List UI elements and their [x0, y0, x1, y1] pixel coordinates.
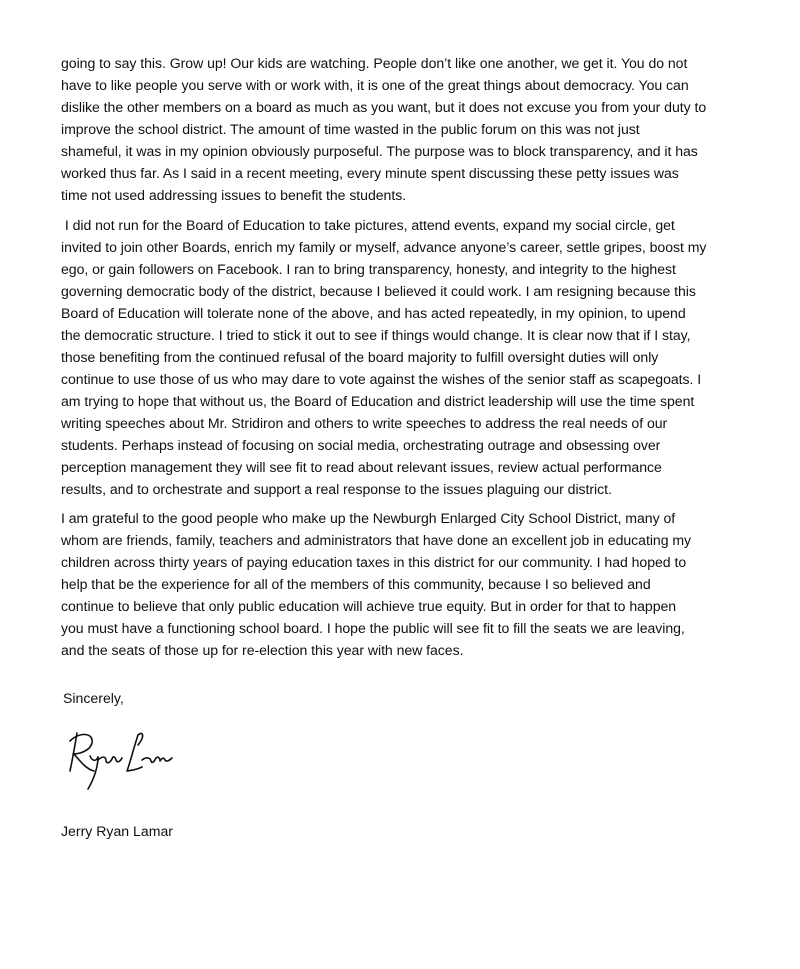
paragraph-line: results, and to orchestrate and support a real response to the issues plaguing our district.: [61, 481, 612, 497]
paragraph-line: I am grateful to the good people who make up the Newburgh Enlarged City School District, many of: [61, 510, 676, 526]
paragraph-line: writing speeches about Mr. Stridiron and others to write speeches to address the real needs of our: [61, 415, 668, 431]
paragraph-line: children across thirty years of paying education taxes in this district for our community. I had hoped to: [61, 554, 687, 570]
paragraph-line: students. Perhaps instead of focusing on social media, orchestrating outrage and obsessing over: [61, 437, 661, 453]
paragraph-line: help that be the experience for all of the members of this community, because I so believed and: [61, 576, 651, 592]
paragraph-line: Board of Education will tolerate none of the above, and has acted repeatedly, in my opinion, to upend: [61, 305, 686, 321]
paragraph-line: dislike the other members on a board as much as you want, but it does not excuse you from your duty to: [61, 99, 707, 115]
paragraph-line: perception management they will see fit to read about relevant issues, review actual performance: [61, 459, 662, 475]
paragraph-line: invited to join other Boards, enrich my family or myself, advance anyone’s career, settle gripes, boost my: [61, 239, 707, 255]
paragraph-line: you must have a functioning school board. I hope the public will see fit to fill the seats we are leaving,: [61, 620, 685, 636]
paragraph-line: governing democratic body of the district, because I believed it could work. I am resigning because this: [61, 283, 696, 299]
paragraph-line: whom are friends, family, teachers and administrators that have done an excellent job in educating my: [61, 532, 692, 548]
paragraph-line: shameful, it was in my opinion obviously purposeful. The purpose was to block transparency, and it has: [61, 143, 698, 159]
paragraph-line: ego, or gain followers on Facebook. I ran to bring transparency, honesty, and integrity to the highest: [61, 261, 676, 277]
closing-salutation: Sincerely,: [63, 690, 124, 706]
paragraph-line: going to say this. Grow up! Our kids are watching. People don’t like one another, we get it. You do not: [61, 55, 688, 71]
paragraph-line: I did not run for the Board of Education to take pictures, attend events, expand my social circle, get: [61, 217, 675, 233]
signer-name: Jerry Ryan Lamar: [61, 823, 173, 839]
paragraph-line: have to like people you serve with or work with, it is one of the great things about democracy. You can: [61, 77, 689, 93]
paragraph-line: those benefiting from the continued refusal of the board majority to fulfill oversight duties will only: [61, 349, 659, 365]
paragraph-line: the democratic structure. I tried to stick it out to see if things would change. It is clear now that if I stay,: [61, 327, 691, 343]
paragraph-line: and the seats of those up for re-election this year with new faces.: [61, 642, 464, 658]
paragraph-line: continue to believe that only public education will achieve true equity. But in order for that to happen: [61, 598, 677, 614]
paragraph-line: worked thus far. As I said in a recent meeting, every minute spent discussing these petty issues was: [61, 165, 679, 181]
paragraph-line: continue to use those of us who may dare to vote against the wishes of the senior staff as scapegoats. I: [61, 371, 702, 387]
paragraph-line: am trying to hope that without us, the Board of Education and district leadership will use the time spent: [61, 393, 695, 409]
handwritten-signature: [64, 727, 178, 797]
paragraph-line: time not used addressing issues to benefit the students.: [61, 187, 407, 203]
paragraph-line: improve the school district. The amount of time wasted in the public forum on this was not just: [61, 121, 640, 137]
